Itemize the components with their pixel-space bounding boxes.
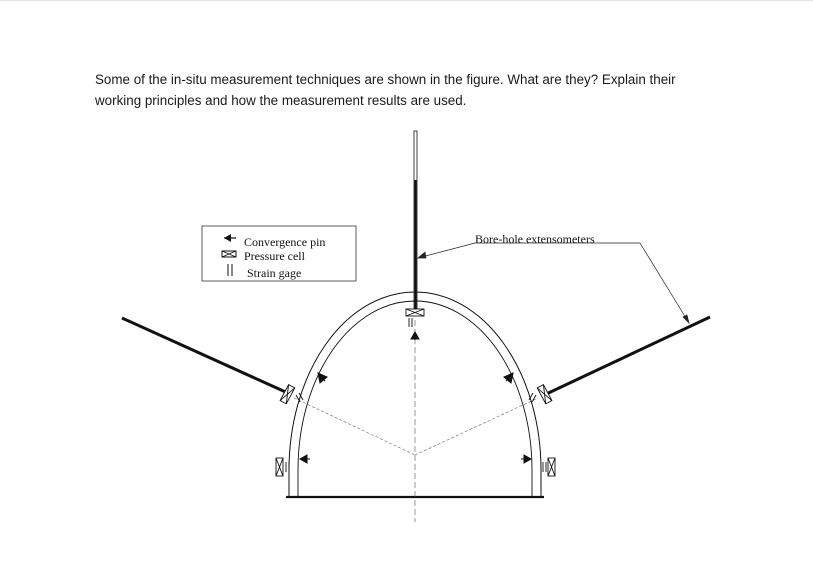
convergence-pin-icon bbox=[318, 373, 327, 383]
strain-gage-icon bbox=[286, 462, 289, 472]
borehole-extensometers bbox=[122, 131, 710, 396]
pressure-cell-icon bbox=[280, 385, 295, 404]
convergence-pin-icon bbox=[411, 332, 419, 340]
convergence-pin-icon bbox=[504, 373, 513, 383]
left-extensometer bbox=[122, 318, 290, 394]
convergence-lines bbox=[294, 398, 538, 455]
pressure-cell-icon bbox=[548, 458, 555, 476]
legend-strain-gage-icon bbox=[228, 264, 232, 276]
extensometer-label: Bore-hole extensometers bbox=[475, 232, 595, 246]
pressure-cell-icon bbox=[276, 458, 283, 476]
legend-strain-gage: Strain gage bbox=[247, 266, 302, 280]
convergence-pin-icon bbox=[300, 455, 310, 463]
convergence-pins bbox=[300, 332, 531, 463]
pressure-cell-icon bbox=[406, 309, 424, 316]
pressure-cell-icon bbox=[537, 385, 552, 404]
strain-gage-icon bbox=[543, 462, 546, 472]
legend-pressure-cell: Pressure cell bbox=[244, 249, 305, 263]
question-line-1: Some of the in-situ measurement techniques are shown in the figure. What are they? Explain their bbox=[95, 72, 676, 87]
strain-gage-icon bbox=[529, 393, 536, 402]
legend-box bbox=[202, 226, 356, 281]
question-line-2: working principles and how the measurement results are used. bbox=[95, 93, 467, 108]
legend-pressure-cell-icon bbox=[222, 251, 236, 257]
extensometer-leader-lines bbox=[418, 243, 689, 323]
strain-gage-icon bbox=[409, 318, 412, 327]
strain-gages bbox=[286, 318, 546, 472]
right-extensometer bbox=[542, 317, 710, 396]
convergence-pin-icon bbox=[521, 455, 531, 463]
legend-convergence-pin: Convergence pin bbox=[244, 235, 326, 249]
legend-convergence-pin-icon bbox=[224, 234, 236, 242]
